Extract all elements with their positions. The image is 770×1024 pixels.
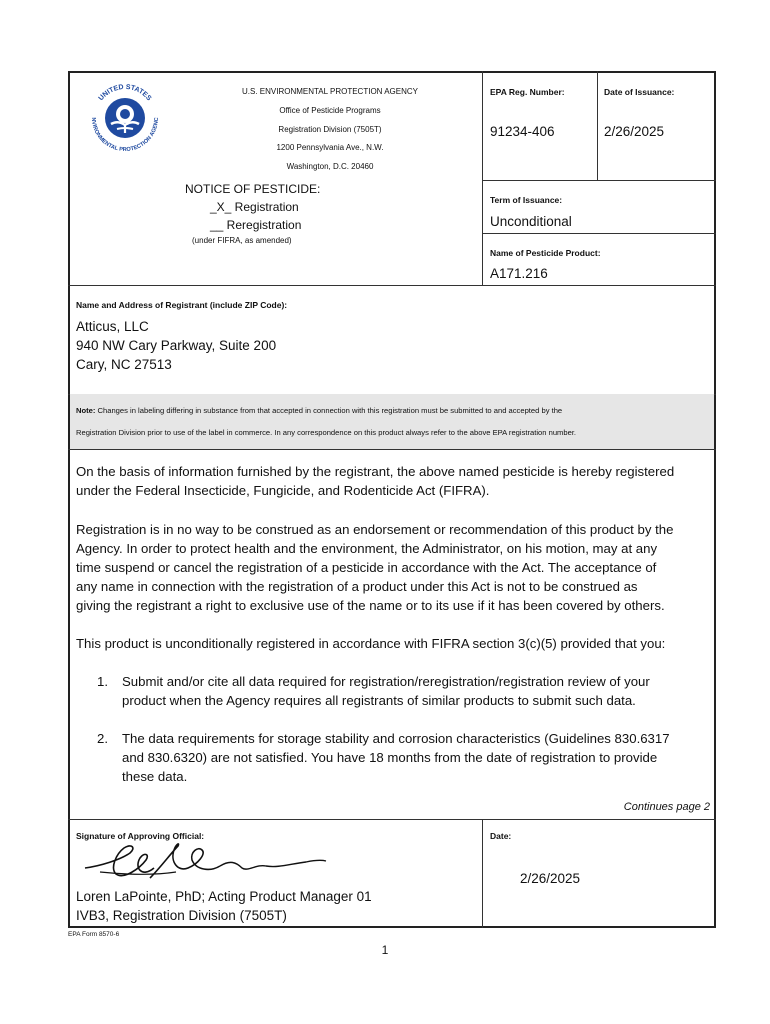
agency-division: Registration Division (7505T): [278, 125, 382, 134]
notice-title: NOTICE OF PESTICIDE:: [185, 182, 321, 196]
divider: [482, 71, 483, 285]
seal-text-top: UNITED STATES: [97, 83, 153, 103]
text-line: Submit and/or cite all data required for registration/reregistration/registration review of your: [122, 674, 650, 689]
divider: [482, 819, 483, 928]
list-item-2: [122, 729, 670, 786]
divider: [597, 71, 598, 180]
note-box: [70, 394, 714, 449]
text-line: Agency. In order to protect health and the environment, the Administrator, on his motion, may at any: [76, 541, 658, 556]
list-item-1-number: 1.: [97, 674, 108, 689]
signatory-name: Loren LaPointe, PhD; Acting Product Manager 01: [76, 889, 372, 904]
seal-text-bottom: NVIRONMENTAL PROTECTION AGENC: [89, 117, 161, 154]
reg-number-label: EPA Reg. Number:: [490, 87, 565, 97]
text-line: giving the registrant a right to exclusive use of the name or to its use if it has been covered by others.: [76, 598, 665, 613]
divider: [68, 449, 716, 450]
note-line-1: [76, 406, 562, 415]
body-paragraph-3: This product is unconditionally registered in accordance with FIFRA section 3(c)(5) provided that you:: [76, 636, 666, 651]
notice-registration: _X_ Registration: [210, 200, 299, 214]
note-line-2: Registration Division prior to use of the label in commerce. In any correspondence on this product always refer to the above EPA registration number.: [76, 428, 577, 437]
agency-address-1: 1200 Pennsylvania Ave., N.W.: [276, 143, 384, 152]
divider: [482, 180, 716, 181]
text-line: any name in connection with the registration of a product under this Act is not to be construed as: [76, 579, 638, 594]
agency-office: Office of Pesticide Programs: [279, 106, 381, 115]
notice-under: (under FIFRA, as amended): [192, 236, 292, 245]
registrant-line-2: 940 NW Cary Parkway, Suite 200: [76, 338, 277, 353]
registrant-label: Name and Address of Registrant (include ZIP Code):: [76, 300, 288, 310]
body-paragraph-2: [76, 520, 673, 615]
product-value: A171.216: [490, 266, 548, 281]
agency-address-2: Washington, D.C. 20460: [286, 162, 374, 171]
list-item-1: [122, 672, 650, 710]
registrant-line-1: Atticus, LLC: [76, 319, 149, 334]
term-label: Term of Issuance:: [490, 195, 563, 205]
text-line: under the Federal Insecticide, Fungicide, and Rodenticide Act (FIFRA).: [76, 483, 490, 498]
note-text-1: Changes in labeling differing in substance from that accepted in connection with this registration must be submitted to and accepted by the: [97, 406, 563, 415]
signature-image: [80, 838, 330, 893]
product-label: Name of Pesticide Product:: [490, 248, 601, 258]
note-prefix: Note:: [76, 406, 96, 415]
text-line: The data requirements for storage stability and corrosion characteristics (Guidelines 830.6317: [122, 731, 670, 746]
text-line: and 830.6320) are not satisfied. You have 18 months from the date of registration to provide: [122, 750, 658, 765]
notice-reregistration: __ Reregistration: [210, 218, 302, 232]
reg-number-value: 91234-406: [490, 124, 555, 139]
agency-name: U.S. ENVIRONMENTAL PROTECTION AGENCY: [241, 87, 419, 96]
registrant-line-3: Cary, NC 27513: [76, 357, 172, 372]
term-value: Unconditional: [490, 214, 572, 229]
signatory-title: IVB3, Registration Division (7505T): [76, 908, 287, 923]
divider: [68, 819, 716, 820]
text-line: these data.: [122, 769, 188, 784]
signature-date-value: 2/26/2025: [520, 871, 581, 886]
text-line: Registration is in no way to be construed as an endorsement or recommendation of this product by the: [76, 522, 674, 537]
body-paragraph-1: [76, 462, 674, 500]
text-line: time suspend or cancel the registration of a pesticide in accordance with the Act. The acceptance of: [76, 560, 657, 575]
signature-label: Signature of Approving Official:: [76, 831, 205, 841]
signature-date-label: Date:: [490, 831, 512, 841]
continues-note: Continues page 2: [623, 801, 710, 813]
issuance-date-label: Date of Issuance:: [604, 87, 675, 97]
epa-seal-logo: [84, 77, 166, 159]
text-line: product when the Agency requires all registrants of similar products to submit such data.: [122, 693, 636, 708]
issuance-date-value: 2/26/2025: [604, 124, 665, 139]
divider: [482, 233, 716, 234]
text-line: On the basis of information furnished by the registrant, the above named pesticide is hereby registered: [76, 464, 675, 479]
divider: [68, 285, 716, 286]
page-number: 1: [381, 943, 389, 957]
form-id: EPA Form 8570-6: [68, 931, 120, 938]
list-item-2-number: 2.: [97, 731, 108, 746]
